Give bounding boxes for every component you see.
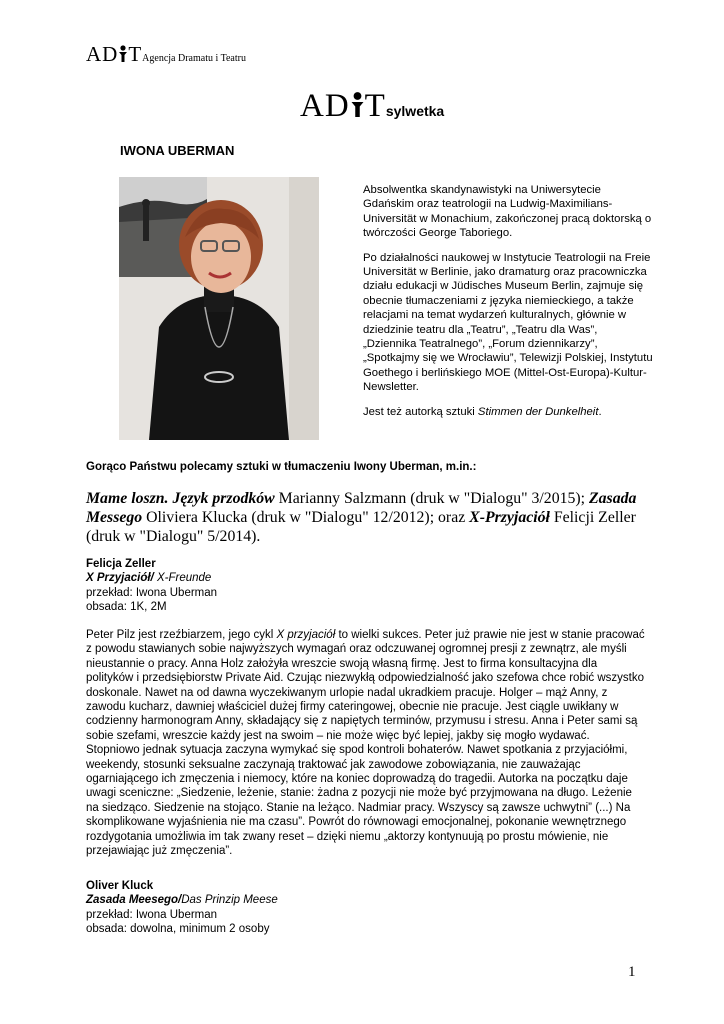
play-title — [86, 893, 646, 907]
bio-paragraph: Po działalności naukowej w Instytucie Teatrologii na Freie Universität w Berlinie, jako dramaturg oraz pracowniczka działu edukacji w Jüdisches Museum Berlin, zajmuje się obecnie tłumaczeniami z języka niemieckiego, a także relacjami na temat wydarzeń kulturalnych, głównie w dziedzinie teatru dla „Teatru”, „Teatru dla Was”, „Dziennika Teatralnego”, „Forum dziennikarzy”, „Spotkajmy się we Wrocławiu”, Telewizji Polskiej, Instytutu Goethego i berlińskiego MOE (Mittel-Ost-Europa)-Kultur-Newsletter. — [363, 251, 653, 394]
play-description — [86, 628, 646, 859]
header-logo — [86, 42, 246, 67]
agency-name: Agencja Dramatu i Teatru — [142, 53, 246, 64]
play-title-de: X-Freunde — [153, 572, 212, 585]
play-title: Stimmen der Dunkelheit — [477, 405, 599, 418]
play-cast: obsada: dowolna, minimum 2 osoby — [86, 923, 270, 936]
section-label: sylwetka — [385, 103, 445, 119]
figure-icon — [350, 91, 365, 119]
play-cast: obsada: 1K, 2M — [86, 601, 167, 614]
recommend-heading: Gorąco Państwu polecamy sztuki w tłumaczeniu Iwony Uberman, m.in.: — [86, 461, 477, 473]
title-3: X-Przyjaciół — [469, 509, 550, 526]
play-translator: przekład: Iwona Uberman — [86, 586, 218, 599]
bio-text: . — [598, 405, 602, 418]
bio-paragraph — [363, 405, 653, 419]
logo-mark — [86, 42, 142, 66]
page-number: 1 — [628, 964, 636, 980]
biography — [363, 183, 653, 429]
figure-icon — [118, 45, 128, 63]
translated-titles — [86, 489, 646, 546]
play-title-pl: Zasada Meesego/ — [86, 894, 182, 907]
logo-text: AD — [86, 42, 119, 66]
desc-title: X przyjaciół — [276, 629, 336, 641]
portrait-photo — [119, 177, 319, 440]
logo-text-end: T — [128, 42, 143, 66]
play-entry-1 — [86, 557, 646, 615]
title-3-info: Felicji Zeller (druk w "Dialogu" 5/2014). — [86, 509, 636, 545]
bio-text: Jest też autorką sztuki — [363, 405, 478, 418]
title-1-info: Marianny Salzmann (druk w "Dialogu" 3/2015); — [274, 490, 589, 507]
play-author: Oliver Kluck — [86, 880, 154, 892]
bio-paragraph: Absolwentka skandynawistyki na Uniwersytecie Gdańskim oraz teatrologii na Ludwig-Maximilians-Universität w Monachium, zakończonej pracą doktorską o twórczości George Taboriego. — [363, 184, 652, 240]
play-title-pl: X Przyjaciół/ — [86, 572, 154, 585]
play-entry-2 — [86, 879, 646, 937]
play-author: Felicja Zeller — [86, 558, 156, 570]
title-2: Zasada Messego — [86, 490, 637, 526]
logo-mark-large — [300, 88, 386, 124]
play-title — [86, 571, 646, 585]
title-1: Mame loszn. Język przodków — [86, 490, 275, 507]
play-translator: przekład: Iwona Uberman — [86, 908, 218, 921]
desc-text: Peter Pilz jest rzeźbiarzem, jego cykl — [86, 629, 277, 641]
play-title-de: Das Prinzip Meese — [181, 894, 278, 907]
person-name: IWONA UBERMAN — [120, 143, 235, 158]
brand-logo — [300, 88, 444, 125]
title-2-info: Oliviera Klucka (druk w "Dialogu" 12/2012); oraz — [142, 509, 470, 526]
logo-text: AD — [300, 88, 350, 124]
logo-text-end: T — [364, 88, 386, 124]
desc-text: to wielki sukces. Peter już prawie nie jest w stanie pracować z powodu stawianych sobie najwyższych wymagań oraz odczuwanej ogromnej presji z zewnątrz, ale myśli nieustannie o pracy. Anna Holz założyła wreszcie swoją własną firmę. Jest to firma konsultacyjna dla polityków i przedsiębiorstw Private Aid. Czując niezwykłą odpowiedzialność jako szefowa chce robić wszystko doskonale. Nawet na od dawna wyczekiwanym urlopie nadal ukradkiem pracuje. Holger – mąż Anny, z zawodu kucharz, dawniej właściciel dużej firmy cateringowej, obecnie nie pracuje. Jest ciągle uwikłany w codzienny harmonogram Anny, składający się z napiętych terminów, przymusu i stresu. Anna i Peter sami są sobie szefami, wreszcie każdy jest na swoim – nie może więc być lepiej, jakby się mogło wydawać. Stopniowo jednak sytuacja zaczyna wymykać się spod kontroli bohaterów. Nawet spotkania z przyjaciółmi, weekendy, stosunki seksualne zaczynają traktować jak zawodowe zobowiązania, nie zauważając ogarniającego ich zmęczenia i niemocy, które na koniec doprowadzą do tragedii. Autorka na początku daje uwagi sceniczne: „Siedzenie, leżenie, stanie: żadna z pozycji nie może być przyjmowana na długo. Leżenie na siedząco. Siedzenie na stojąco. Stanie na leżąco. Nadmiar pracy. Wszyscy są zawsze uchwytni” (...) Na skomplikowane wyjaśnienia nie ma czasu”. Powrót do równowagi emocjonalnej, pokonanie wewnętrznego rozdygotania umożliwia im tak zwany reset – dzięki niemu „aktorzy kontynuują po prostu mówienie, nie przejawiając już zmęczenia”. — [86, 629, 645, 858]
